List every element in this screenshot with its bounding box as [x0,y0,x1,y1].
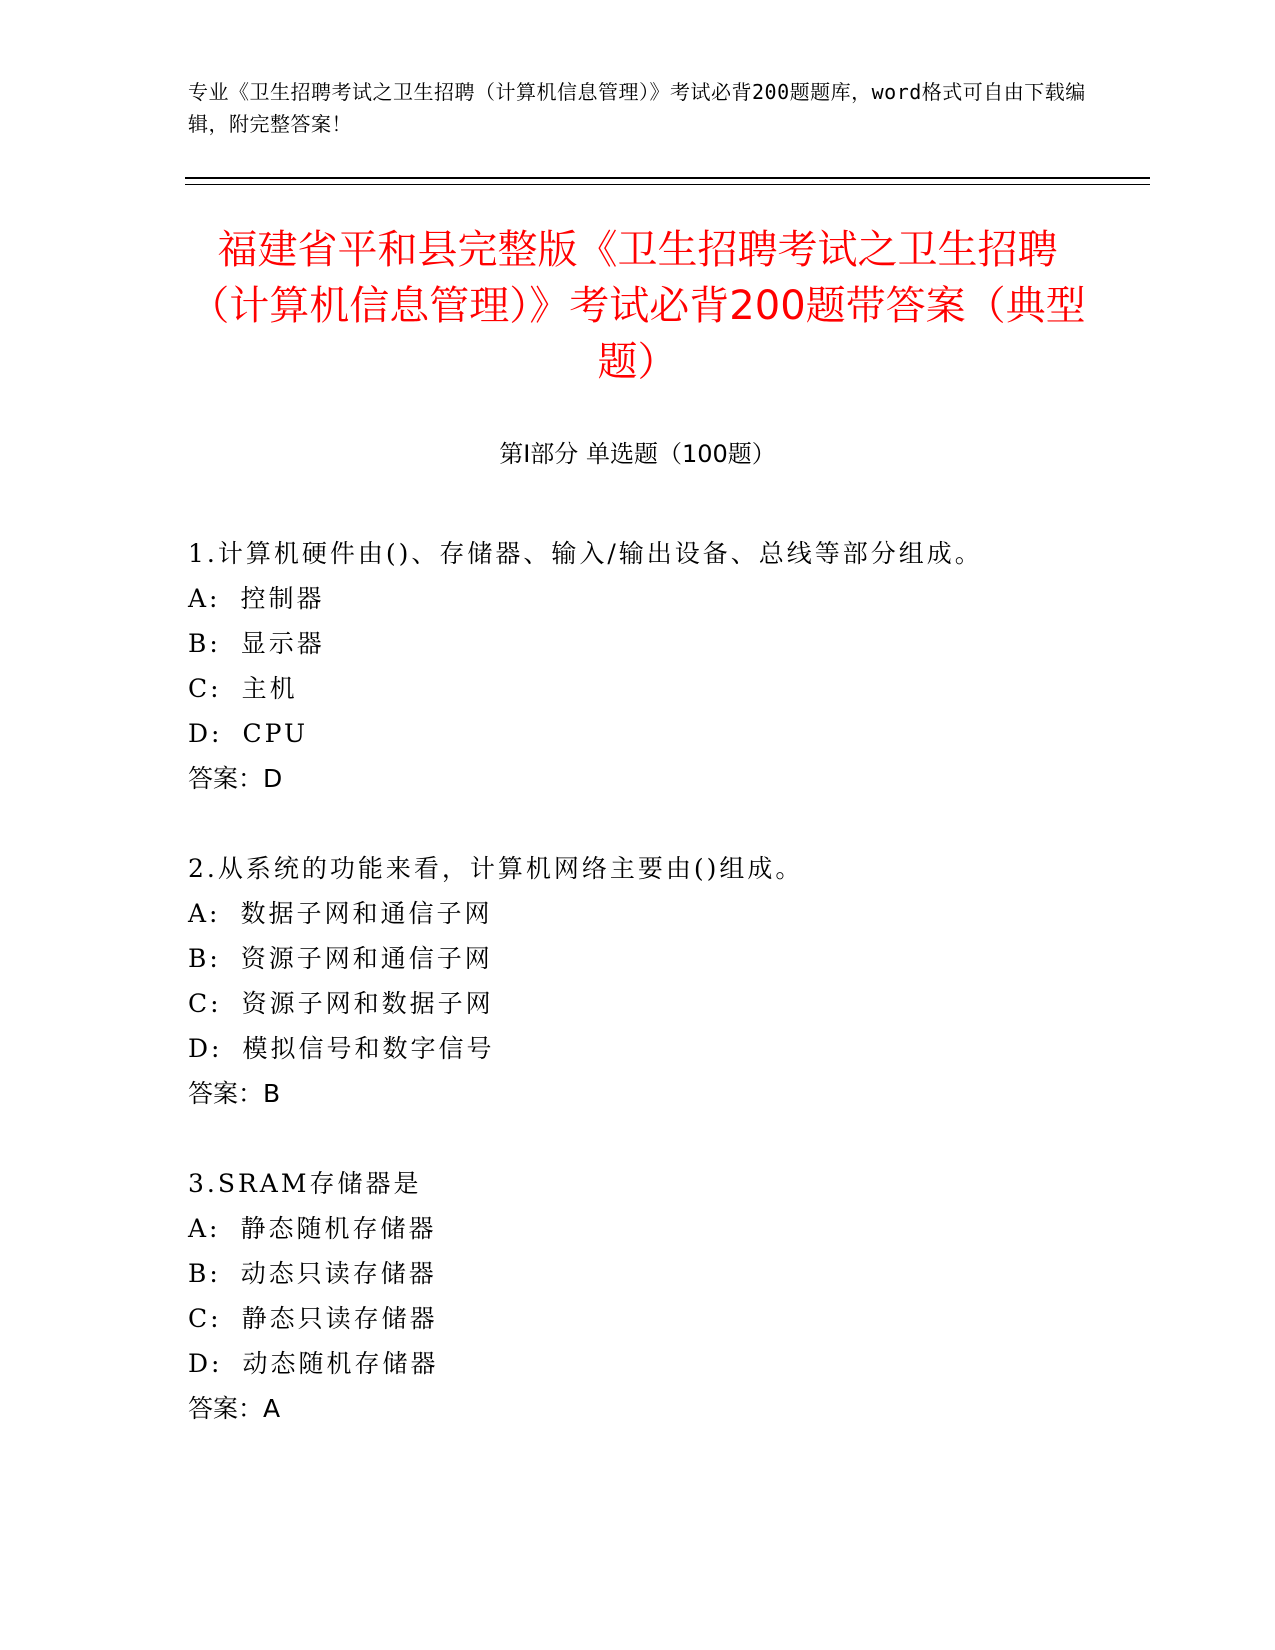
header-note: 专业《卫生招聘考试之卫生招聘（计算机信息管理）》考试必背200题题库，word格式可自由下载编辑，附完整答案！ [188,80,1086,136]
option-d [188,1026,1138,1071]
document-title: 福建省平和县完整版《卫生招聘考试之卫生招聘（计算机信息管理）》考试必背200题带答案（典型题） [189,227,1086,385]
question-stem: 1.计算机硬件由()、存储器、输入/输出设备、总线等部分组成。 [188,539,983,568]
option-key: D: [188,1034,223,1063]
option-text: 资源子网和数据子网 [241,989,494,1018]
option-text: 显示器 [240,629,325,658]
answer: 答案：D [188,764,283,793]
option-b [188,621,1138,666]
option-text: 静态随机存储器 [240,1214,437,1243]
answer: 答案：A [188,1394,281,1423]
option-c [188,666,1138,711]
option-text: 控制器 [240,584,325,613]
option-b [188,936,1138,981]
option-c [188,981,1138,1026]
option-a [188,1206,1138,1251]
option-text: CPU [242,719,309,748]
option-d [188,711,1138,756]
option-text: 主机 [241,674,298,703]
question-stem: 3.SRAM存储器是 [188,1169,422,1198]
option-a [188,576,1138,621]
option-text: 动态只读存储器 [240,1259,437,1288]
option-key: B: [188,1259,221,1288]
option-key: C: [188,674,222,703]
answer: 答案：B [188,1079,281,1108]
option-text: 模拟信号和数字信号 [242,1034,495,1063]
question-3 [188,1161,1138,1431]
option-d [188,1341,1138,1386]
option-c [188,1296,1138,1341]
option-text: 动态随机存储器 [242,1349,439,1378]
header-rule-thin [185,184,1150,185]
option-key: A: [188,899,221,928]
option-key: C: [188,1304,222,1333]
option-text: 静态只读存储器 [241,1304,438,1333]
header-rule-thick [185,177,1150,179]
option-a [188,891,1138,936]
option-key: B: [188,629,221,658]
option-key: A: [188,1214,221,1243]
option-key: D: [188,719,223,748]
option-key: A: [188,584,221,613]
question-list [188,531,1138,1476]
option-text: 资源子网和通信子网 [240,944,493,973]
question-stem: 2.从系统的功能来看，计算机网络主要由()组成。 [188,854,804,883]
option-key: C: [188,989,222,1018]
section-title: 第Ⅰ部分 单选题（100题） [499,440,776,468]
question-2 [188,846,1138,1116]
option-b [188,1251,1138,1296]
option-key: B: [188,944,221,973]
option-key: D: [188,1349,223,1378]
option-text: 数据子网和通信子网 [240,899,493,928]
question-1 [188,531,1138,801]
